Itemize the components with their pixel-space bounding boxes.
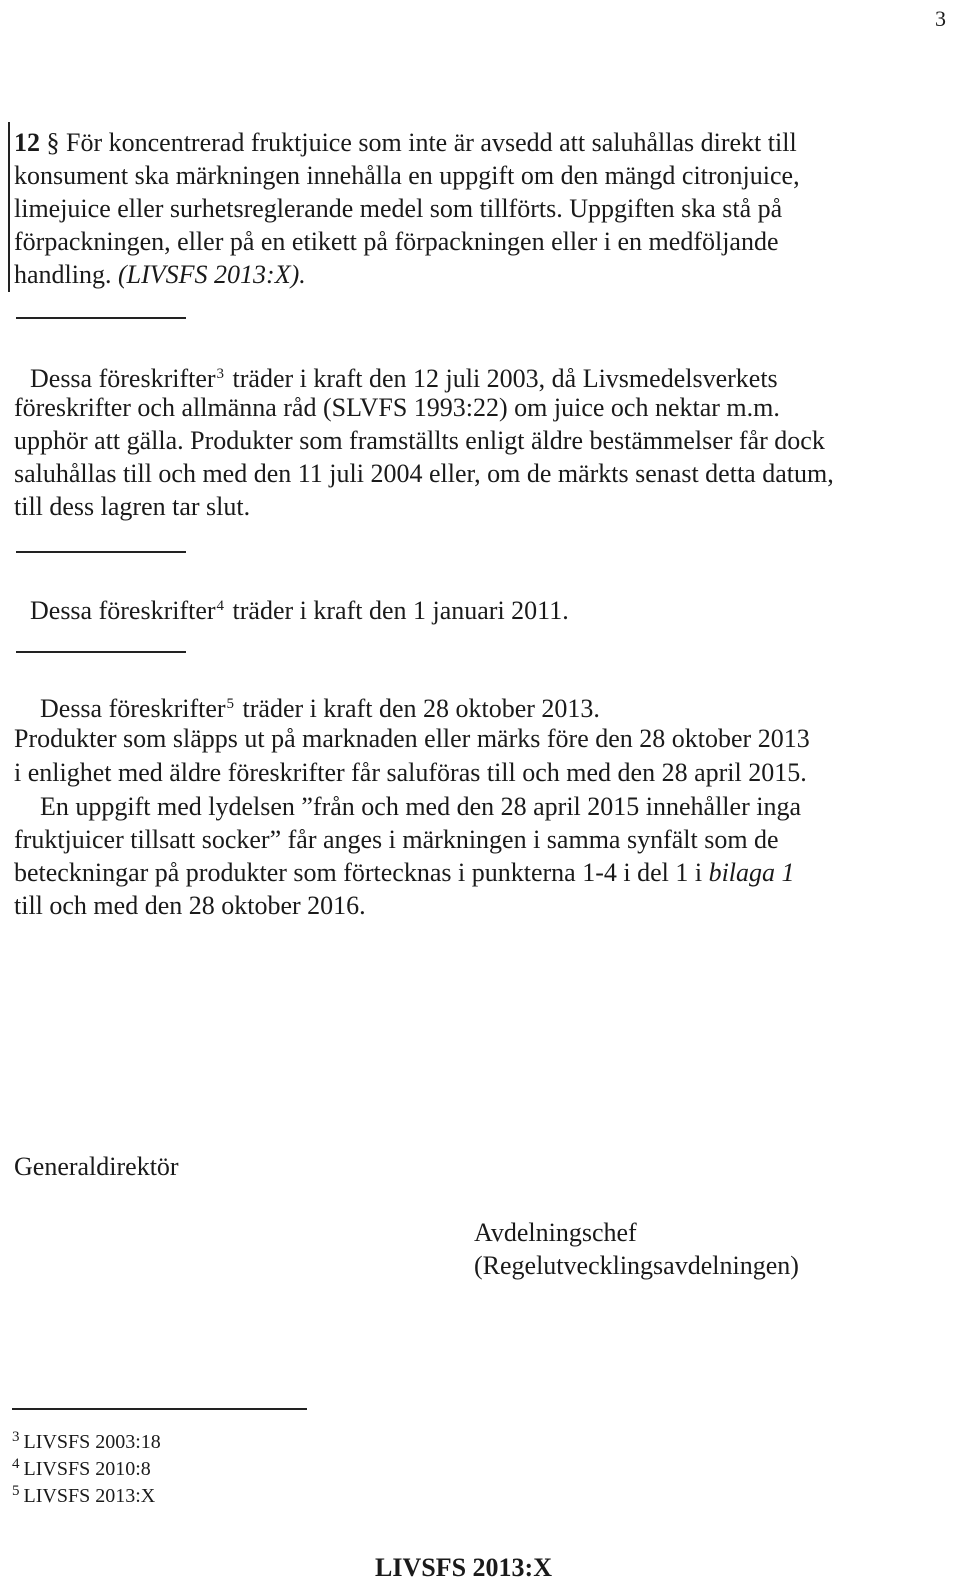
transition-3-line-5: fruktjuicer tillsatt socker” får anges i märkningen i samma synfält som de xyxy=(14,825,779,854)
separator-rule xyxy=(16,651,186,653)
transition-3-line-6 xyxy=(14,856,795,889)
transition-1-line-3: upphör att gälla. Produkter som framställts enligt äldre bestämmelser får dock xyxy=(14,426,825,455)
separator-rule xyxy=(16,317,186,319)
signature-head-of-department: Avdelningschef xyxy=(474,1218,637,1247)
transition-2-line-1 xyxy=(30,590,569,627)
section-12-line-3: limejuice eller surhetsreglerande medel som tillförts. Uppgiften ska stå på xyxy=(14,194,783,223)
transition-2-text: träder i kraft den 1 januari 2011. xyxy=(226,596,569,625)
transition-3-text-6: beteckningar på produkter som förtecknas i punkterna 1-4 i del 1 i xyxy=(14,858,709,887)
transition-3-line-2: Produkter som släpps ut på marknaden eller märks före den 28 oktober 2013 xyxy=(14,724,810,753)
footnote-text: LIVSFS 2010:8 xyxy=(23,1458,151,1480)
transition-1-prefix: Dessa föreskrifter xyxy=(30,364,216,393)
transition-1-text-1: träder i kraft den 12 juli 2003, då Livsmedelsverkets xyxy=(226,364,778,393)
footnote-separator xyxy=(12,1408,307,1410)
transition-3-text-1: träder i kraft den 28 oktober 2013. xyxy=(236,694,600,723)
footnote-number: 4 xyxy=(12,1456,20,1472)
section-12-line-1 xyxy=(14,126,797,159)
footnote-ref-3: 3 xyxy=(216,366,225,382)
footnote-number: 3 xyxy=(12,1429,20,1445)
section-symbol: § xyxy=(46,128,60,157)
transition-1-line-5: till dess lagren tar slut. xyxy=(14,492,251,521)
transition-2-prefix: Dessa föreskrifter xyxy=(30,596,216,625)
transition-3-line-1 xyxy=(40,688,600,725)
footnote-text: LIVSFS 2013:X xyxy=(23,1485,156,1507)
footnote-text: LIVSFS 2003:18 xyxy=(23,1431,161,1453)
transition-3-prefix: Dessa föreskrifter xyxy=(40,694,226,723)
footnote xyxy=(12,1478,155,1509)
signature-department-name: (Regelutvecklingsavdelningen) xyxy=(474,1251,799,1280)
footer-code: LIVSFS 2013:X xyxy=(375,1553,552,1582)
transition-3-line-4: En uppgift med lydelsen ”från och med den 28 april 2015 innehåller inga xyxy=(40,792,801,821)
signature-director-general: Generaldirektör xyxy=(14,1152,179,1181)
section-12-text-1: För koncentrerad fruktjuice som inte är avsedd att saluhållas direkt till xyxy=(66,128,797,157)
footnote-ref-5: 5 xyxy=(226,696,235,712)
section-12-line-2: konsument ska märkningen innehålla en uppgift om den mängd citronjuice, xyxy=(14,161,800,190)
transition-3-line-3: i enlighet med äldre föreskrifter får saluföras till och med den 28 april 2015. xyxy=(14,758,807,787)
annex-reference: bilaga 1 xyxy=(708,858,795,887)
page-number: 3 xyxy=(935,6,946,31)
transition-1-line-4: saluhållas till och med den 11 juli 2004 eller, om de märkts senast detta datum, xyxy=(14,459,834,488)
amendment-reference: (LIVSFS 2013:X). xyxy=(118,260,306,289)
section-12-line-5 xyxy=(14,258,306,291)
footnote-number: 5 xyxy=(12,1483,20,1499)
transition-1-line-1 xyxy=(30,358,778,395)
section-number: 12 xyxy=(14,128,40,157)
section-12-text-5: handling. xyxy=(14,260,118,289)
change-bar xyxy=(8,122,10,292)
section-12-line-4: förpackningen, eller på en etikett på förpackningen eller i en medföljande xyxy=(14,227,779,256)
separator-rule xyxy=(16,551,186,553)
transition-3-line-7: till och med den 28 oktober 2016. xyxy=(14,891,366,920)
footnote-ref-4: 4 xyxy=(216,598,225,614)
transition-1-line-2: föreskrifter och allmänna råd (SLVFS 1993:22) om juice och nektar m.m. xyxy=(14,393,780,422)
